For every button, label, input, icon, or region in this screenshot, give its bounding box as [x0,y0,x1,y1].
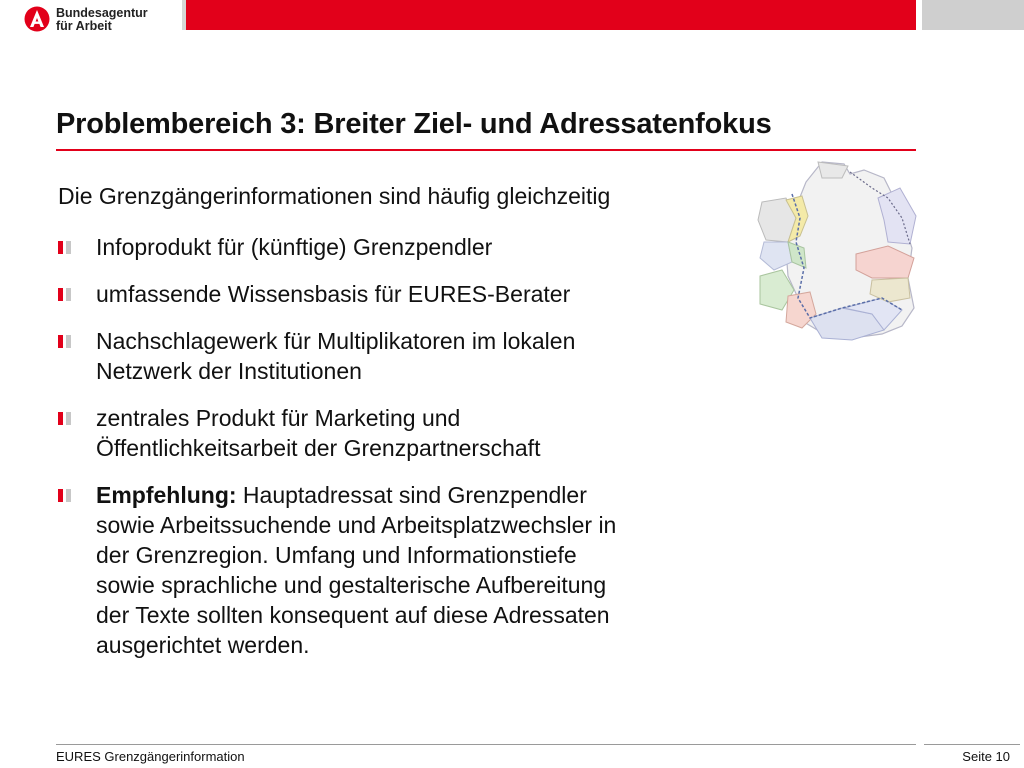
bullet-line: umfassende Wissensbasis für EURES-Berater [96,281,571,307]
header-grey-block-right [922,0,1024,30]
bullet-item-4 [58,403,758,463]
page-number: Seite 10 [962,749,1010,764]
germany-border-regions-map-icon [752,158,930,350]
slide-title: Problembereich 3: Breiter Ziel- und Adressatenfokus [56,108,772,140]
bullet-line: Infoprodukt für (künftige) Grenzpendler [96,234,493,260]
bullet-line: der Grenzregion. Umfang und Informationstiefe [96,542,577,568]
ba-logo-icon [24,6,50,32]
bullet-line: zentrales Produkt für Marketing und [96,405,461,431]
bullet-line: Öffentlichkeitsarbeit der Grenzpartnerschaft [96,435,541,461]
bullet-line: sowie Arbeitssuchende und Arbeitsplatzwechsler in [96,512,617,538]
bullet-line [96,480,758,510]
bullet-line: Netzwerk der Institutionen [96,358,362,384]
bullet-marker-icon [58,335,72,348]
ba-logo-text [56,7,148,33]
bullet-marker-icon [58,489,72,502]
footer-rule-left [56,744,916,745]
bullet-marker-icon [58,288,72,301]
header-red-bar [186,0,916,30]
bullet-item-1 [58,232,758,262]
recommendation-first-line: Hauptadressat sind Grenzpendler [236,482,587,508]
bullet-marker-icon [58,412,72,425]
footer-source: EURES Grenzgängerinformation [56,749,245,764]
bullet-line: Nachschlagewerk für Multiplikatoren im lokalen [96,328,576,354]
bullet-item-5-recommendation [58,480,758,660]
recommendation-label: Empfehlung: [96,482,237,508]
bullet-line: ausgerichtet werden. [96,632,310,658]
intro-text: Die Grenzgängerinformationen sind häufig gleichzeitig [58,183,611,209]
title-underline [56,149,916,151]
bullet-line: der Texte sollten konsequent auf diese Adressaten [96,602,610,628]
logo-line-2: für Arbeit [56,19,112,33]
ba-logo [24,6,174,34]
bullet-item-2 [58,279,758,309]
bullet-marker-icon [58,241,72,254]
bullet-list [58,232,758,677]
bullet-line: sowie sprachliche und gestalterische Aufbereitung [96,572,607,598]
logo-line-1: Bundesagentur [56,6,148,20]
bullet-item-3 [58,326,758,386]
footer-rule-right [924,744,1020,745]
